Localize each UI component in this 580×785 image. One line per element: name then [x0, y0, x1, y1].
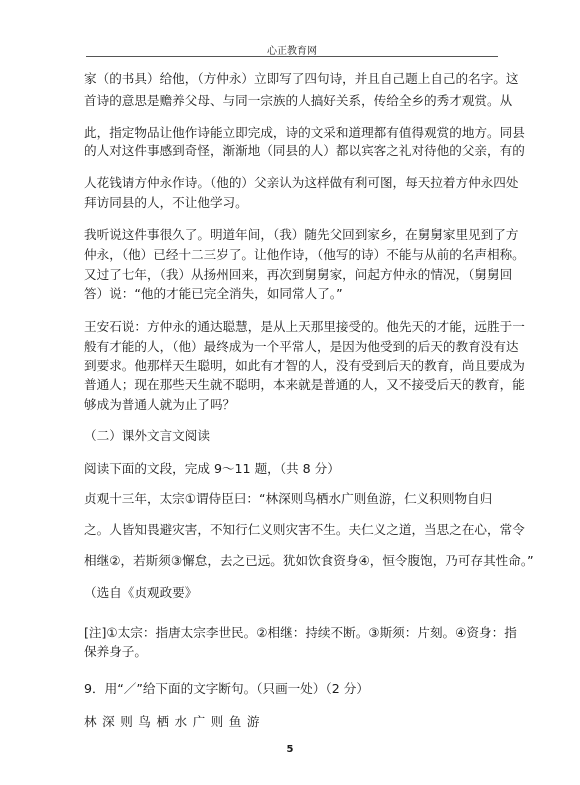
text-line: 答）说：“他的才能已完全消失，如同常人了。” [84, 286, 343, 301]
page-number: 5 [286, 744, 294, 755]
text-line: 够成为普通人就为止了吗？ [84, 397, 236, 412]
text-line: 首诗的意思是赡养父母、与同一宗族的人搞好关系，传给全乡的秀才观赏。从 [84, 93, 513, 108]
text-line: 王安石说：方仲永的通达聪慧，是从上天那里接受的。他先天的才能，远胜于一 [84, 319, 525, 334]
text-line: 普通人；现在那些天生就不聪明，本来就是普通的人，又不接受后天的教育，能 [84, 377, 525, 392]
source-citation: （选自《贞观政要》 [84, 585, 198, 600]
exercise-text: 林深则鸟栖水广则鱼游 [84, 714, 265, 729]
text-line: 贞观十三年，太宗①谓侍臣曰：“林深则鸟栖水广则鱼游，仁义积则物自归 [84, 491, 493, 506]
text-line: 此，指定物品让他作诗能立即完成，诗的文采和道理都有值得观赏的地方。同县 [84, 125, 525, 140]
text-line: 人花钱请方仲永作诗。（他的）父亲认为这样做有利可图，每天拉着方仲永四处 [84, 175, 519, 190]
text-line: 相继②，若斯须③懈怠，去之已远。犹如饮食资身④，恒令腹饱，乃可存其性命。” [84, 553, 534, 568]
text-line: 之。人皆知畏避灾害，不知行仁义则灾害不生。夫仁义之道，当思之在心，常令 [84, 522, 525, 537]
text-line: 到要求。他那样天生聪明，如此有才智的人，没有受到后天的教育，尚且要成为 [84, 358, 525, 373]
section-heading: （二）课外文言文阅读 [84, 428, 210, 443]
page-header: 心正教育网 [267, 46, 317, 57]
annotation-line: 保养身子。 [84, 644, 147, 659]
instruction-line: 阅读下面的文段，完成 9～11 题，（共 8 分） [84, 461, 340, 476]
text-line: 仲永，（他）已经十二三岁了。让他作诗，（他写的诗）不能与从前的名声相称。 [84, 247, 525, 262]
question-line: 9．用“／”给下面的文字断句。（只画一处）（2 分） [84, 681, 369, 696]
text-line: 般有才能的人，（他）最终成为一个平常人，是因为他受到的后天的教育没有达 [84, 339, 519, 354]
text-line: 拜访同县的人，不让他学习。 [84, 195, 248, 210]
annotation-line: [注]①太宗：指唐太宗李世民。②相继：持续不断。③斯须：片刻。④资身：指 [84, 625, 517, 640]
text-line: 我听说这件事很久了。明道年间，（我）随先父回到家乡，在舅舅家里见到了方 [84, 227, 519, 242]
text-line: 的人对这件事感到奇怪，渐渐地（同县的人）都以宾客之礼对待他的父亲，有的 [84, 143, 525, 158]
text-line: 又过了七年，（我）从扬州回来，再次到舅舅家，问起方仲永的情况，（舅舅回 [84, 267, 513, 282]
header-divider [86, 56, 498, 57]
text-line: 家（的书具）给他，（方仲永）立即写了四句诗，并且自己题上自己的名字。这 [84, 71, 519, 86]
